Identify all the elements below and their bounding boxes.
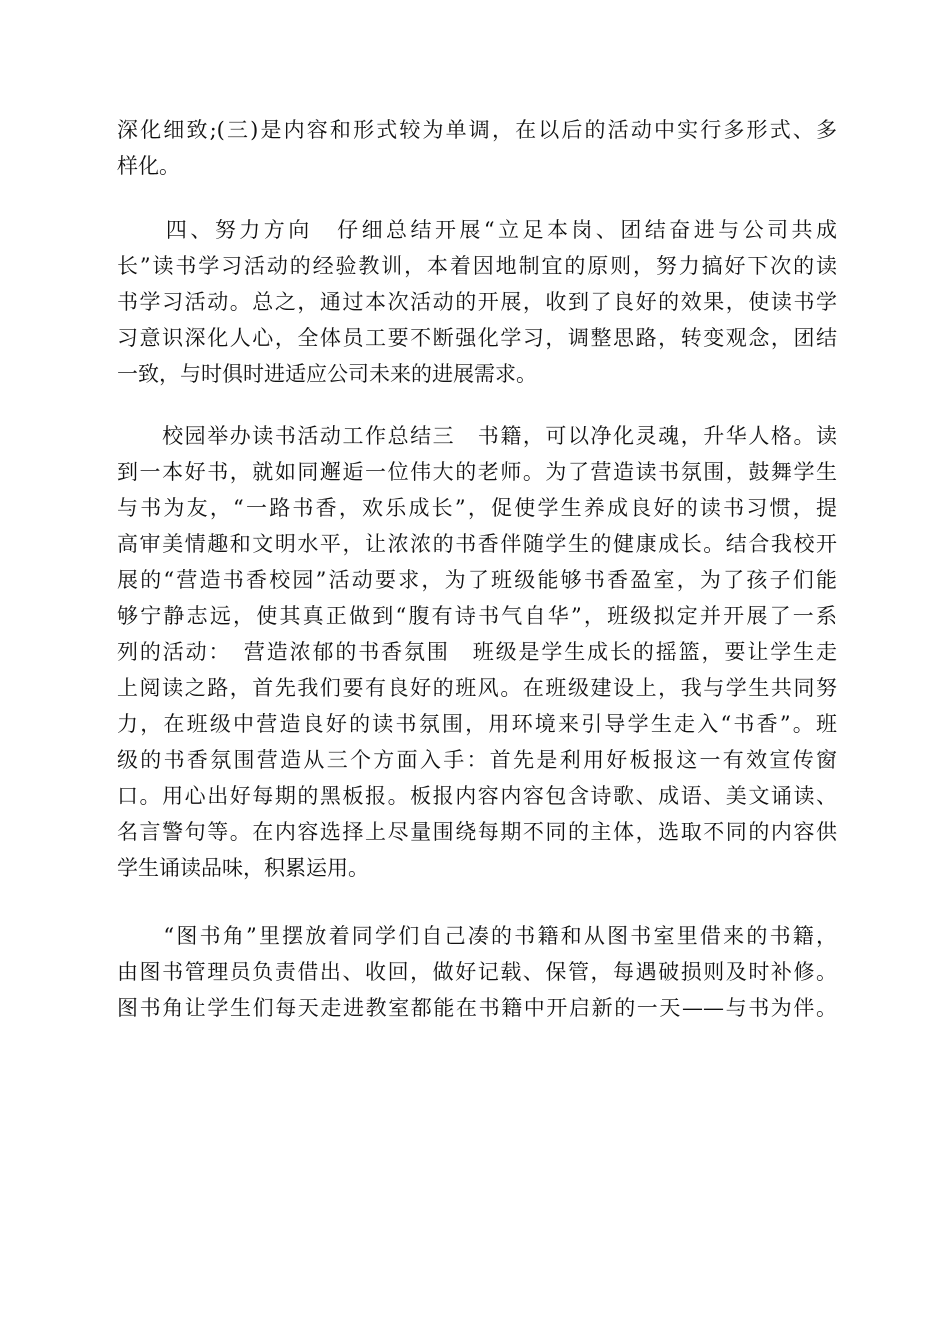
text-line: 与书为友，“一路书香，欢乐成长”，促使学生养成良好的读书习惯，提 <box>117 496 837 520</box>
text-line: 力，在班级中营造良好的读书氛围，用环境来引导学生走入“书香”。班 <box>117 712 837 736</box>
text-line: 习意识深化人心，全体员工要不断强化学习，调整思路，转变观念，团结 <box>117 326 837 350</box>
text-line: 学生诵读品味，积累运用。 <box>117 856 369 880</box>
text-line: 上阅读之路，首先我们要有良好的班风。在班级建设上，我与学生共同努 <box>117 676 837 700</box>
text-line: “图书角”里摆放着同学们自己凑的书籍和从图书室里借来的书籍， <box>117 924 837 948</box>
text-line: 名言警句等。在内容选择上尽量围绕每期不同的主体，选取不同的内容供 <box>117 820 837 844</box>
paragraph <box>117 918 837 1026</box>
text-line: 四、努力方向 仔细总结开展“立足本岗、团结奋进与公司共成 <box>117 218 837 242</box>
paragraph <box>117 418 837 886</box>
text-line: 级的书香氛围营造从三个方面入手：首先是利用好板报这一有效宣传窗 <box>117 748 837 772</box>
text-line: 到一本好书，就如同邂逅一位伟大的老师。为了营造读书氛围，鼓舞学生 <box>117 460 837 484</box>
paragraph <box>117 112 837 184</box>
text-line: 深化细致;(三)是内容和形式较为单调，在以后的活动中实行多形式、多 <box>117 118 837 142</box>
text-line: 由图书管理员负责借出、收回，做好记载、保管，每遇破损则及时补修。 <box>117 960 837 984</box>
text-line: 高审美情趣和文明水平，让浓浓的书香伴随学生的健康成长。结合我校开 <box>117 532 837 556</box>
paragraph <box>117 212 837 392</box>
text-line: 图书角让学生们每天走进教室都能在书籍中开启新的一天——与书为伴。 <box>117 996 837 1020</box>
text-line: 校园举办读书活动工作总结三 书籍，可以净化灵魂，升华人格。读 <box>117 424 837 448</box>
text-line: 一致，与时俱时进适应公司未来的进展需求。 <box>117 362 537 386</box>
text-line: 列的活动： 营造浓郁的书香氛围 班级是学生成长的摇篮，要让学生走 <box>117 640 837 664</box>
text-line: 够宁静志远，使其真正做到“腹有诗书气自华”，班级拟定并开展了一系 <box>117 604 837 628</box>
text-line: 展的“营造书香校园”活动要求，为了班级能够书香盈室，为了孩子们能 <box>117 568 837 592</box>
text-line: 长”读书学习活动的经验教训，本着因地制宜的原则，努力搞好下次的读 <box>117 254 837 278</box>
text-line: 口。用心出好每期的黑板报。板报内容内容包含诗歌、成语、美文诵读、 <box>117 784 837 808</box>
text-line: 样化。 <box>117 154 180 178</box>
text-line: 书学习活动。总之，通过本次活动的开展，收到了良好的效果，使读书学 <box>117 290 837 314</box>
